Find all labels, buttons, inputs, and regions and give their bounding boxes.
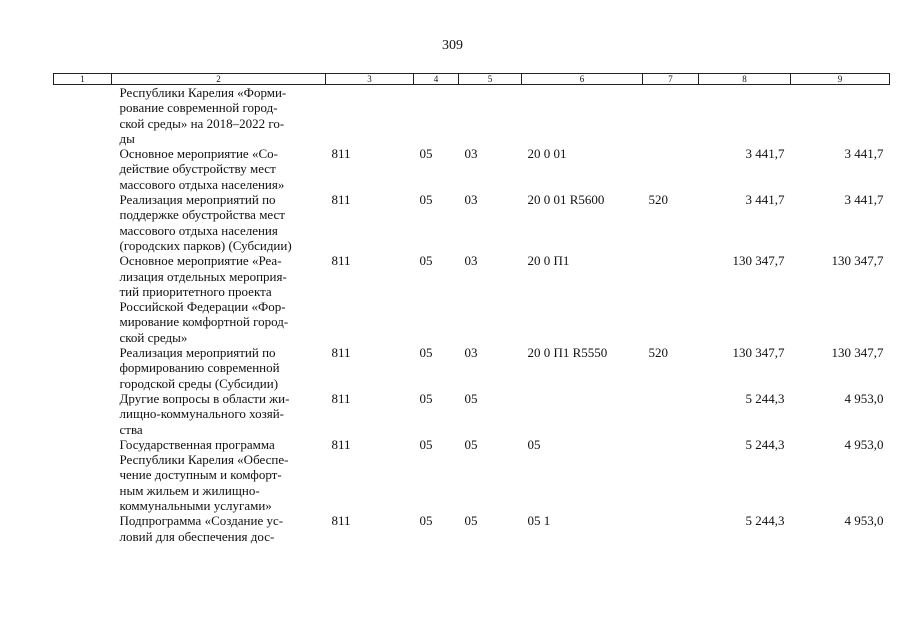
section-code: 05: [419, 390, 433, 406]
table-row: [54, 513, 890, 544]
item-name: Основное мероприятие «Со- действие обустройству мест массового отдыха населения»: [119, 146, 285, 192]
section-code: 05: [419, 253, 433, 269]
item-name: Подпрограмма «Создание ус- ловий для обеспечения дос-: [119, 513, 284, 544]
ministry-code: 811: [331, 513, 351, 529]
item-name: Реализация мероприятий по формированию современной городской среды (Субсидии): [119, 345, 280, 391]
expense-type-code: [643, 513, 699, 544]
target-article-code: 20 0 01: [527, 146, 567, 162]
budget-table: [53, 73, 890, 544]
ministry-code: 811: [331, 253, 351, 269]
ministry-code: 811: [331, 192, 351, 208]
column-header-6: 6: [522, 74, 643, 85]
subsection-code: 03: [464, 192, 478, 208]
ministry-code: [326, 85, 414, 147]
section-code: [414, 85, 459, 147]
page-number: 309: [442, 38, 463, 53]
section-code: 05: [419, 513, 433, 529]
amount-col-8: 3 441,7: [745, 192, 785, 208]
amount-col-8: [699, 85, 791, 147]
amount-col-9: [791, 85, 890, 147]
row-index-cell: [54, 513, 112, 544]
ministry-code: 811: [331, 146, 351, 162]
amount-col-9: 4 953,0: [844, 436, 884, 452]
ministry-code: 811: [331, 390, 351, 406]
target-article-code: 20 0 П1 R5550: [527, 345, 608, 361]
amount-col-8: 130 347,7: [732, 253, 785, 269]
table-body: [54, 85, 890, 544]
amount-col-9: 130 347,7: [831, 345, 884, 361]
amount-col-8: 5 244,3: [745, 436, 785, 452]
section-code: 05: [419, 146, 433, 162]
column-header-2: 2: [112, 74, 326, 85]
ministry-code: 811: [331, 436, 351, 452]
row-index-cell: [54, 146, 112, 192]
expense-type-code: 520: [648, 192, 668, 208]
row-index-cell: [54, 85, 112, 147]
amount-col-9: 3 441,7: [844, 146, 884, 162]
amount-col-9: 4 953,0: [844, 390, 884, 406]
expense-type-code: 520: [648, 345, 668, 361]
column-header-5: 5: [459, 74, 522, 85]
subsection-code: 05: [464, 513, 478, 529]
table-row: [54, 253, 890, 345]
table-row: [54, 146, 890, 192]
table-row: [54, 192, 890, 253]
target-article-code: [522, 391, 643, 437]
amount-col-9: 130 347,7: [831, 253, 884, 269]
column-header-3: 3: [326, 74, 414, 85]
column-header-8: 8: [699, 74, 791, 85]
subsection-code: 03: [464, 345, 478, 361]
item-name: Реализация мероприятий по поддержке обустройства мест массового отдыха населения (городских парков) (Субсидии): [119, 192, 292, 253]
header-row: [54, 74, 890, 85]
subsection-code: 05: [464, 390, 478, 406]
expense-type-code: [643, 85, 699, 147]
table-row: [54, 85, 890, 147]
item-name: Основное мероприятие «Реа- лизация отдельных мероприя- тий приоритетного проекта Российской Федерации «Фор- мирование комфортной город- ской среды»: [119, 253, 289, 345]
expense-type-code: [643, 146, 699, 192]
row-index-cell: [54, 345, 112, 391]
item-name: Государственная программа Республики Карелия «Обеспе- чение доступным и комфорт- ным жильем и жилищно- коммунальными услугами»: [119, 436, 289, 514]
item-name: Другие вопросы в области жи- лищно-коммунального хозяй- ства: [119, 390, 290, 437]
section-code: 05: [419, 345, 433, 361]
expense-type-code: [643, 391, 699, 437]
row-index-cell: [54, 192, 112, 253]
table-row: [54, 345, 890, 391]
item-name: Республики Карелия «Форми- рование современной город- ской среды» на 2018–2022 го- ды: [119, 85, 287, 146]
target-article-code: [522, 85, 643, 147]
row-index-cell: [54, 391, 112, 437]
target-article-code: 05 1: [527, 513, 551, 529]
target-article-code: 20 0 П1: [527, 253, 570, 269]
table-header: [54, 74, 890, 85]
amount-col-8: 5 244,3: [745, 513, 785, 529]
table-row: [54, 437, 890, 513]
subsection-code: 03: [464, 146, 478, 162]
amount-col-8: 130 347,7: [732, 345, 785, 361]
column-header-9: 9: [791, 74, 890, 85]
table-row: [54, 391, 890, 437]
amount-col-8: 3 441,7: [745, 146, 785, 162]
subsection-code: 03: [464, 253, 478, 269]
ministry-code: 811: [331, 345, 351, 361]
section-code: 05: [419, 192, 433, 208]
expense-type-code: [643, 253, 699, 345]
amount-col-8: 5 244,3: [745, 390, 785, 406]
subsection-code: 05: [464, 436, 478, 452]
amount-col-9: 4 953,0: [844, 513, 884, 529]
amount-col-9: 3 441,7: [844, 192, 884, 208]
target-article-code: 20 0 01 R5600: [527, 192, 605, 208]
column-header-1: 1: [54, 74, 112, 85]
column-header-7: 7: [643, 74, 699, 85]
subsection-code: [459, 85, 522, 147]
target-article-code: 05: [527, 436, 541, 452]
section-code: 05: [419, 436, 433, 452]
row-index-cell: [54, 437, 112, 513]
column-header-4: 4: [414, 74, 459, 85]
expense-type-code: [643, 437, 699, 513]
row-index-cell: [54, 253, 112, 345]
